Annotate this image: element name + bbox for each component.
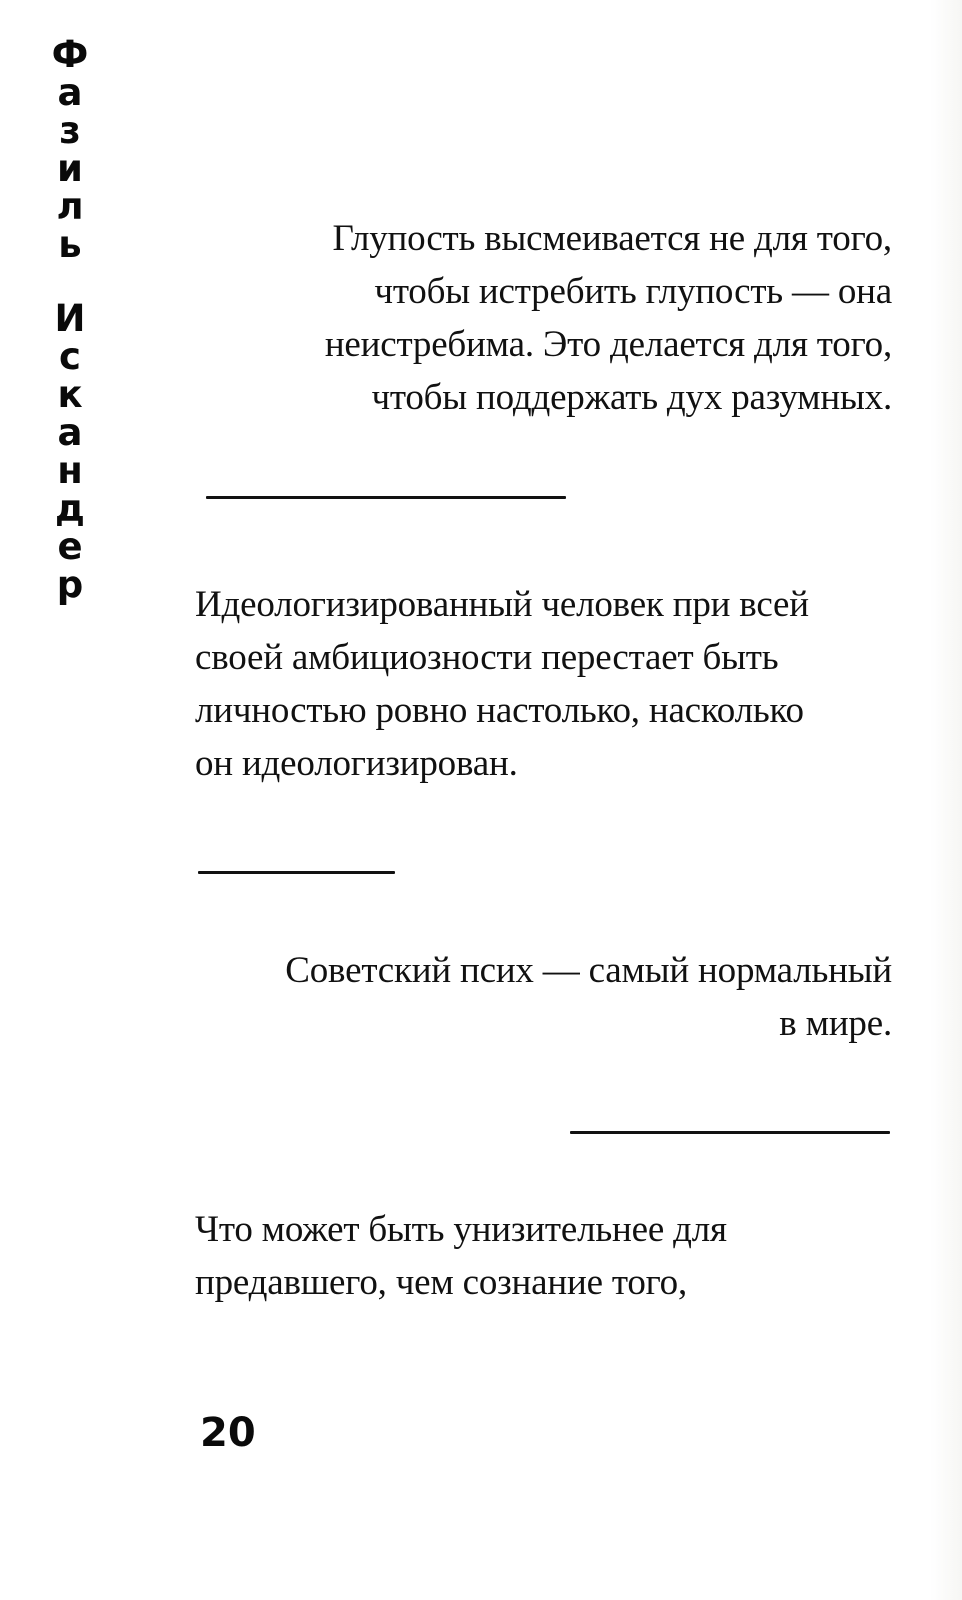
quote-line: Идеологизированный человек при всей bbox=[195, 584, 809, 625]
quote-stupidity bbox=[232, 212, 892, 424]
author-letter: д bbox=[55, 487, 85, 530]
author-letter: а bbox=[57, 411, 83, 454]
quote-betrayer bbox=[195, 1203, 895, 1309]
page-edge-shadow bbox=[930, 0, 962, 1600]
quote-line: личностью ровно настолько, насколько bbox=[195, 690, 804, 731]
separator-rule bbox=[570, 1131, 890, 1134]
quote-line: своей амбициозности перестает быть bbox=[195, 637, 779, 678]
separator-rule bbox=[206, 496, 566, 499]
author-letter: и bbox=[57, 147, 83, 190]
author-letter: е bbox=[57, 525, 83, 568]
author-letter: а bbox=[57, 71, 83, 114]
quote-line: Что может быть унизительнее для bbox=[195, 1209, 727, 1250]
author-letter: ь bbox=[58, 223, 82, 266]
quote-line: Глупость высмеивается не для того, bbox=[332, 218, 892, 259]
quote-soviet-psycho bbox=[192, 944, 892, 1050]
quote-ideologized-person bbox=[195, 578, 915, 790]
quote-line: предавшего, чем сознание того, bbox=[195, 1262, 688, 1303]
page-number: 20 bbox=[200, 1410, 256, 1456]
separator-rule bbox=[198, 871, 395, 874]
author-letter: с bbox=[59, 335, 81, 378]
quote-line: в мире. bbox=[779, 1003, 892, 1044]
author-letter: л bbox=[56, 185, 84, 228]
quote-line: Советский псих — самый нормальный bbox=[285, 950, 892, 991]
author-letter: И bbox=[54, 297, 86, 340]
author-letter: н bbox=[57, 449, 83, 492]
author-letter: к bbox=[57, 373, 83, 416]
quote-line: чтобы истребить глупость — она bbox=[374, 271, 892, 312]
quote-line: чтобы поддержать дух разумных. bbox=[371, 377, 892, 418]
author-letter: р bbox=[56, 563, 84, 606]
vertical-author-name bbox=[40, 33, 100, 606]
quote-line: неистребима. Это делается для того, bbox=[324, 324, 892, 365]
author-letter: з bbox=[59, 109, 81, 152]
author-letter: Ф bbox=[51, 33, 89, 76]
quote-line: он идеологизирован. bbox=[195, 743, 518, 784]
